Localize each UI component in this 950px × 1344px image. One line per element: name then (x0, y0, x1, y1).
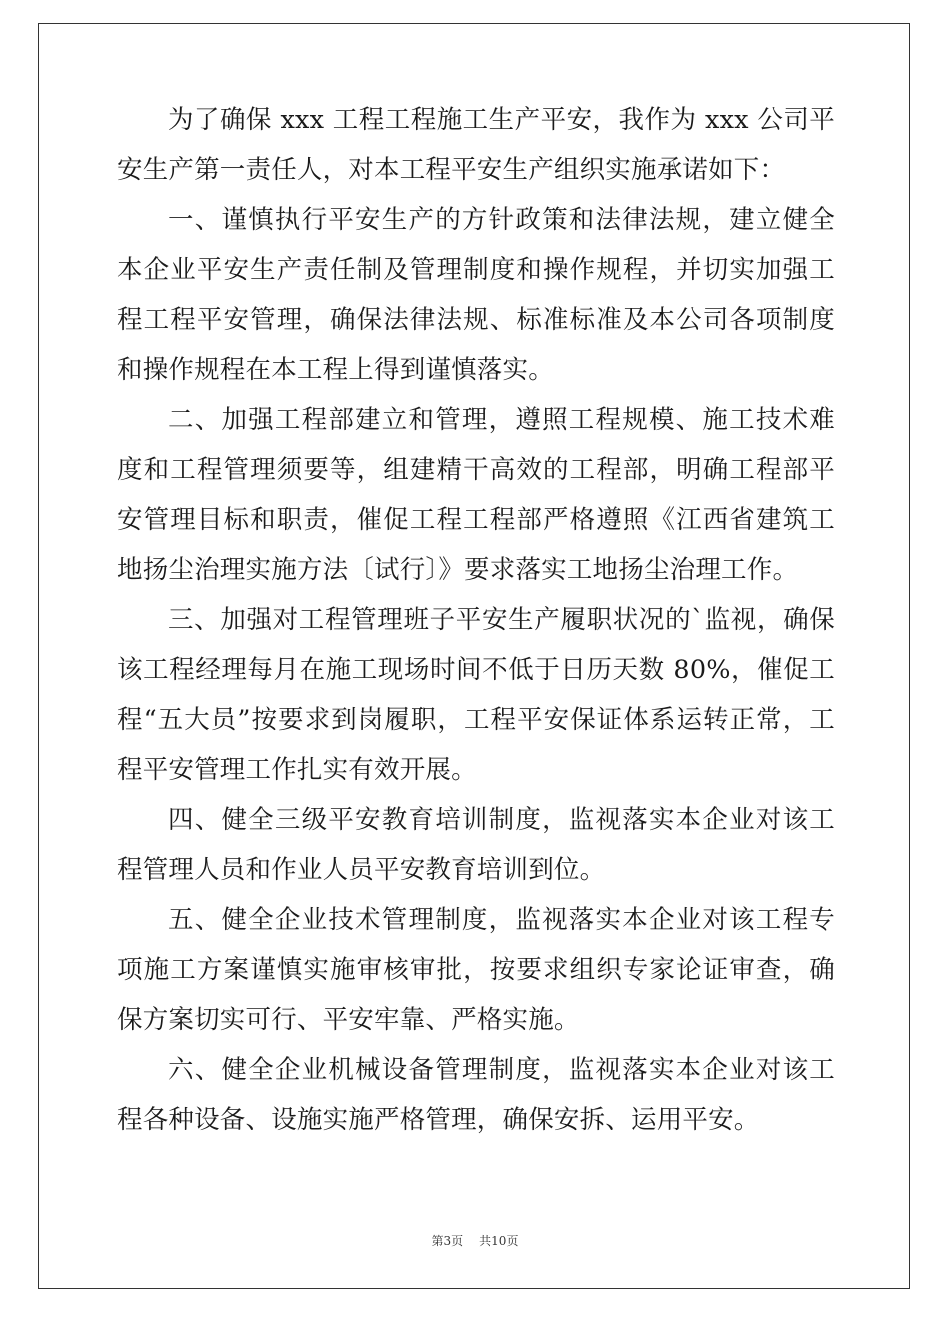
page-footer (0, 1233, 950, 1249)
paragraph-item-1: 一、谨慎执行平安生产的方针政策和法律法规，建立健全本企业平安生产责任制及管理制度和操作规程，并切实加强工程工程平安管理，确保法律法规、标准标准及本公司各项制度和操作规程在本工程上得到谨慎落实。 (117, 205, 835, 385)
document-body (117, 95, 835, 1145)
paragraph-item-3: 三、加强对工程管理班子平安生产履职状况的`监视，确保该工程经理每月在施工现场时间不低于日历天数 80%，催促工程“五大员”按要求到岗履职，工程平安保证体系运转正常，工程平安管理工作扎实有效开展。 (117, 605, 835, 785)
paragraph-intro: 为了确保 xxx 工程工程施工生产平安，我作为 xxx 公司平安生产第一责任人，对本工程平安生产组织实施承诺如下： (117, 105, 835, 185)
paragraph-item-2: 二、加强工程部建立和管理，遵照工程规模、施工技术难度和工程管理须要等，组建精干高效的工程部，明确工程部平安管理目标和职责，催促工程工程部严格遵照《江西省建筑工地扬尘治理实施方法〔试行〕》要求落实工地扬尘治理工作。 (117, 405, 835, 585)
paragraph-item-6: 六、健全企业机械设备管理制度，监视落实本企业对该工程各种设备、设施实施严格管理，确保安拆、运用平安。 (117, 1055, 835, 1135)
page-number: 第3页 (431, 1234, 464, 1248)
page-total: 共10页 (479, 1234, 519, 1248)
paragraph-item-5: 五、健全企业技术管理制度，监视落实本企业对该工程专项施工方案谨慎实施审核审批，按要求组织专家论证审查，确保方案切实可行、平安牢靠、严格实施。 (117, 905, 835, 1035)
paragraph-item-4: 四、健全三级平安教育培训制度，监视落实本企业对该工程管理人员和作业人员平安教育培训到位。 (117, 805, 835, 885)
